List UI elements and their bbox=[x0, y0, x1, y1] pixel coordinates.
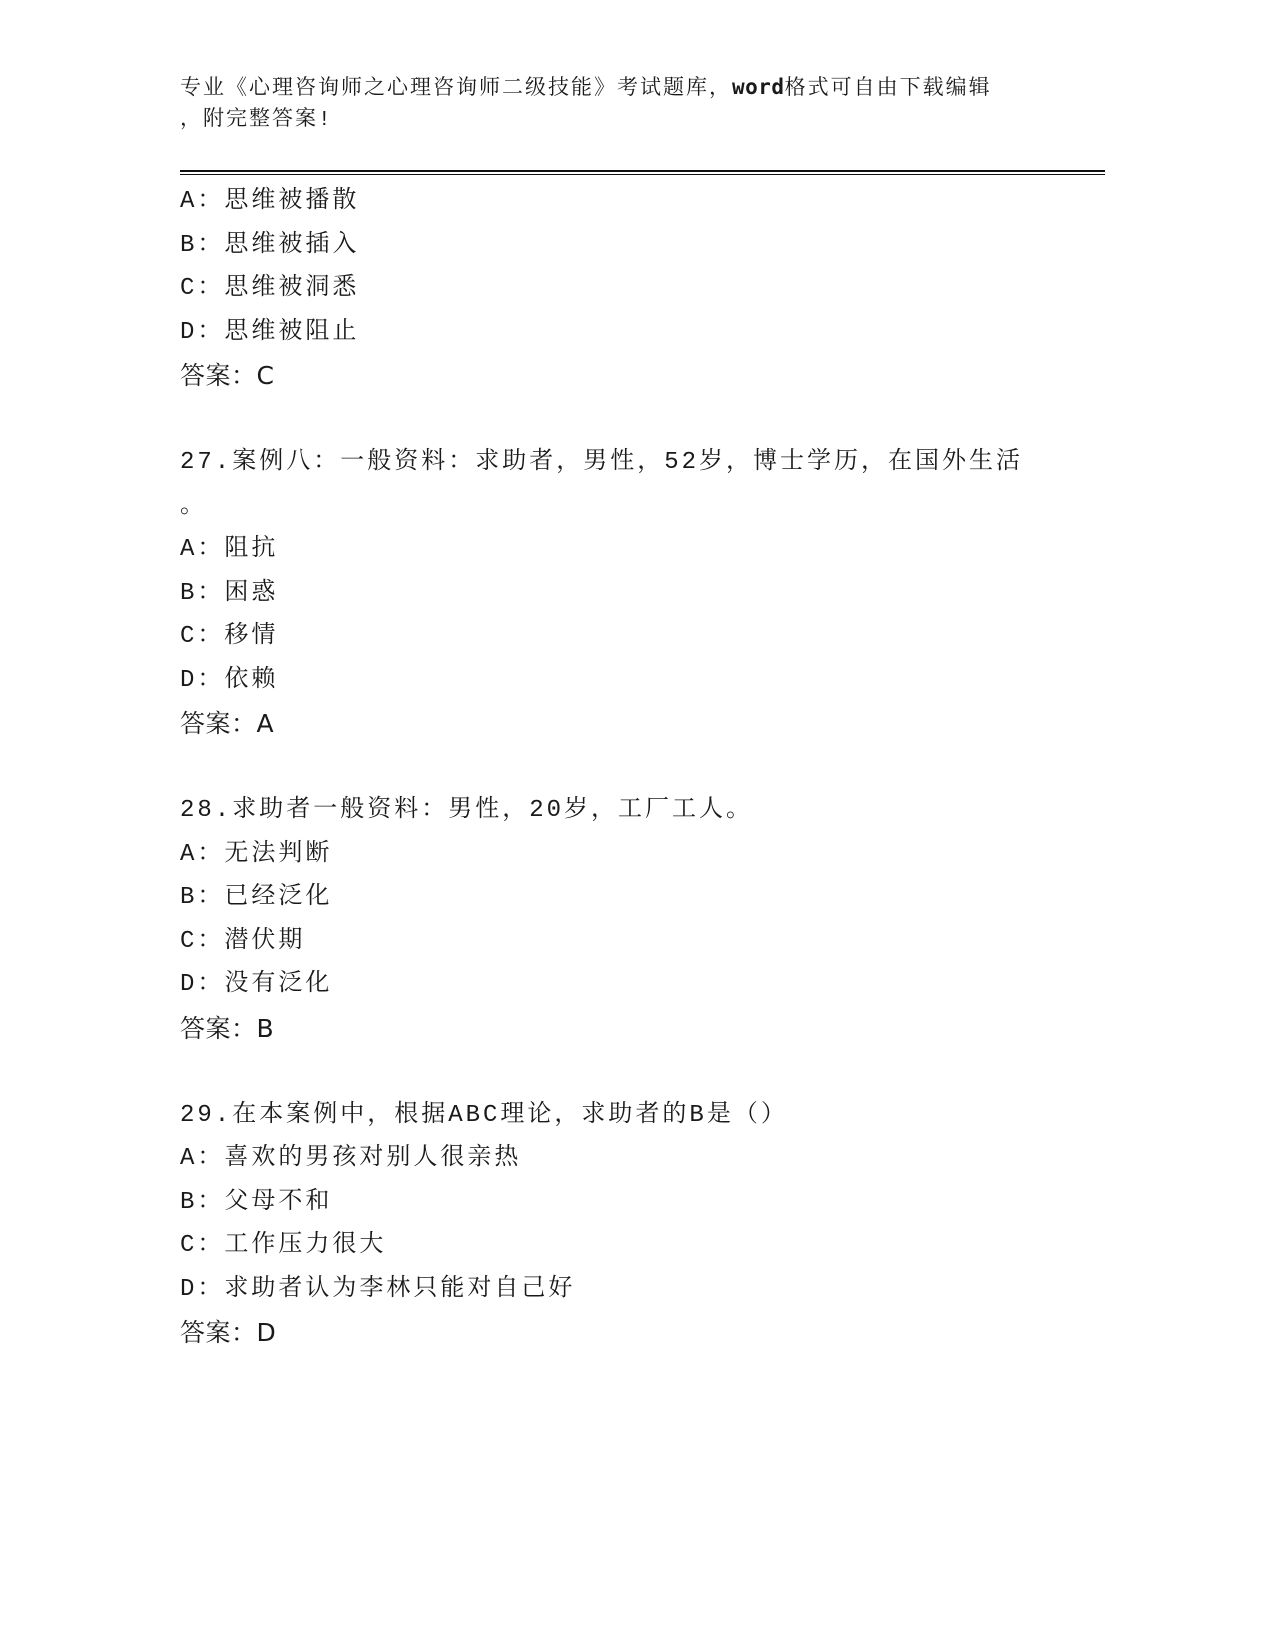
document-header bbox=[180, 72, 1105, 136]
answer-line: 答案：C bbox=[180, 361, 275, 390]
option-b: B：思维被插入 bbox=[180, 231, 360, 259]
answer-line: 答案：D bbox=[180, 1318, 277, 1347]
question-stem: 27.案例八：一般资料：求助者，男性，52岁，博士学历，在国外生活 bbox=[180, 449, 1024, 476]
header-line-2: ，附完整答案! bbox=[180, 109, 333, 132]
question-stem: 29.在本案例中，根据ABC理论，求助者的B是（） bbox=[180, 1101, 788, 1129]
question-block-27 bbox=[180, 441, 1105, 746]
option-a: A：无法判断 bbox=[180, 840, 333, 868]
answer-line: 答案：B bbox=[180, 1013, 275, 1043]
option-d: D：思维被阻止 bbox=[180, 318, 360, 346]
question-stem-continuation: 。 bbox=[180, 492, 207, 520]
header-line-1 bbox=[180, 72, 1105, 105]
header-title-part-1: 专业《心理咨询师之心理咨询师二级技能》考试题库， bbox=[180, 78, 732, 101]
option-c: C：思维被洞悉 bbox=[180, 275, 360, 302]
question-list bbox=[180, 180, 1105, 1355]
option-c: C：潜伏期 bbox=[180, 927, 306, 955]
question-stem: 28.求助者一般资料：男性，20岁，工厂工人。 bbox=[180, 797, 754, 824]
option-a: A：思维被播散 bbox=[180, 188, 360, 215]
option-b: B：父母不和 bbox=[180, 1188, 333, 1216]
option-d: D：没有泛化 bbox=[180, 971, 333, 998]
answer-line: 答案：A bbox=[180, 709, 275, 738]
option-a: A：喜欢的男孩对别人很亲热 bbox=[180, 1145, 522, 1172]
option-b: B：困惑 bbox=[180, 579, 279, 607]
question-block-26 bbox=[180, 180, 1105, 398]
question-block-29 bbox=[180, 1094, 1105, 1355]
header-title-part-2: 格式可自由下载编辑 bbox=[784, 78, 992, 101]
header-title-word: word bbox=[732, 75, 785, 99]
option-b: B：已经泛化 bbox=[180, 884, 333, 911]
option-c: C：工作压力很大 bbox=[180, 1232, 387, 1259]
question-block-28 bbox=[180, 789, 1105, 1050]
option-a: A：阻抗 bbox=[180, 536, 279, 563]
header-divider bbox=[180, 170, 1105, 175]
option-d: D：依赖 bbox=[180, 666, 279, 694]
option-c: C：移情 bbox=[180, 623, 279, 650]
option-d: D：求助者认为李林只能对自己好 bbox=[180, 1275, 576, 1303]
